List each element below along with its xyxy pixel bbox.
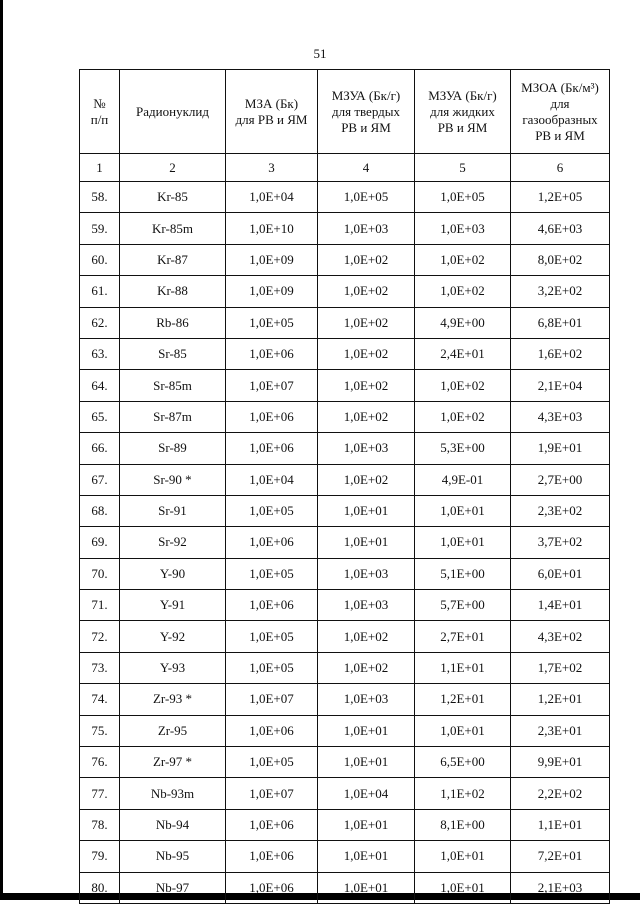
radionuclide-name: Sr-85m (120, 370, 226, 401)
column-number-row (80, 154, 610, 182)
table-row (80, 684, 610, 715)
radionuclide-name: Y-93 (120, 652, 226, 683)
mzua-solid-value: 1,0E+01 (318, 715, 415, 746)
row-index: 61. (80, 276, 120, 307)
column-number: 3 (226, 154, 318, 182)
mzoa-gas-value: 2,7E+00 (511, 464, 610, 495)
mzoa-gas-value: 3,2E+02 (511, 276, 610, 307)
mzua-liquid-value: 1,0E+03 (415, 213, 511, 244)
table-row (80, 182, 610, 213)
mzua-liquid-value: 4,9E-01 (415, 464, 511, 495)
mzoa-gas-value: 1,2E+01 (511, 684, 610, 715)
radionuclide-name: Sr-91 (120, 495, 226, 526)
mzua-solid-value: 1,0E+01 (318, 495, 415, 526)
radionuclide-name: Nb-93m (120, 778, 226, 809)
mza-value: 1,0E+04 (226, 182, 318, 213)
mzua-liquid-value: 5,1E+00 (415, 558, 511, 589)
mzoa-gas-value: 7,2E+01 (511, 841, 610, 872)
radionuclide-name: Y-91 (120, 590, 226, 621)
row-index: 68. (80, 495, 120, 526)
column-number: 5 (415, 154, 511, 182)
mzua-liquid-value: 5,7E+00 (415, 590, 511, 621)
mza-value: 1,0E+05 (226, 307, 318, 338)
table-body (80, 182, 610, 904)
table-row (80, 809, 610, 840)
mzoa-gas-value: 2,3E+01 (511, 715, 610, 746)
row-index: 62. (80, 307, 120, 338)
mzua-solid-value: 1,0E+02 (318, 464, 415, 495)
row-index: 58. (80, 182, 120, 213)
table-row (80, 338, 610, 369)
table-row (80, 495, 610, 526)
mzua-solid-value: 1,0E+02 (318, 370, 415, 401)
radionuclide-name: Nb-97 (120, 872, 226, 903)
mzoa-gas-value: 1,4E+01 (511, 590, 610, 621)
row-index: 59. (80, 213, 120, 244)
radionuclide-name: Kr-85m (120, 213, 226, 244)
mzua-liquid-value: 1,0E+02 (415, 244, 511, 275)
mza-value: 1,0E+05 (226, 747, 318, 778)
table-row (80, 244, 610, 275)
mzua-solid-value: 1,0E+03 (318, 684, 415, 715)
row-index: 72. (80, 621, 120, 652)
mzua-liquid-value: 1,0E+02 (415, 401, 511, 432)
row-index: 78. (80, 809, 120, 840)
mza-value: 1,0E+06 (226, 590, 318, 621)
page-number: 51 (313, 46, 327, 61)
row-index: 66. (80, 433, 120, 464)
table-row (80, 841, 610, 872)
header-mza: МЗА (Бк) для РВ и ЯМ (226, 70, 318, 154)
table-row (80, 307, 610, 338)
mzua-liquid-value: 6,5E+00 (415, 747, 511, 778)
mza-value: 1,0E+06 (226, 338, 318, 369)
radionuclide-name: Y-90 (120, 558, 226, 589)
mza-value: 1,0E+05 (226, 621, 318, 652)
row-index: 70. (80, 558, 120, 589)
mzoa-gas-value: 1,7E+02 (511, 652, 610, 683)
row-index: 64. (80, 370, 120, 401)
radionuclide-name: Nb-95 (120, 841, 226, 872)
mzua-solid-value: 1,0E+02 (318, 338, 415, 369)
mzua-liquid-value: 1,2E+01 (415, 684, 511, 715)
table-row (80, 276, 610, 307)
mza-value: 1,0E+05 (226, 558, 318, 589)
mzua-liquid-value: 5,3E+00 (415, 433, 511, 464)
mzua-solid-value: 1,0E+04 (318, 778, 415, 809)
mzua-solid-value: 1,0E+03 (318, 433, 415, 464)
row-index: 67. (80, 464, 120, 495)
mzua-solid-value: 1,0E+05 (318, 182, 415, 213)
table-row (80, 433, 610, 464)
mzoa-gas-value: 1,6E+02 (511, 338, 610, 369)
mzoa-gas-value: 3,7E+02 (511, 527, 610, 558)
mzua-solid-value: 1,0E+02 (318, 244, 415, 275)
mza-value: 1,0E+06 (226, 527, 318, 558)
radionuclide-name: Rb-86 (120, 307, 226, 338)
row-index: 74. (80, 684, 120, 715)
row-index: 63. (80, 338, 120, 369)
mzoa-gas-value: 2,2E+02 (511, 778, 610, 809)
mzua-liquid-value: 1,0E+01 (415, 495, 511, 526)
table-row (80, 872, 610, 903)
mzua-solid-value: 1,0E+01 (318, 527, 415, 558)
mzua-solid-value: 1,0E+02 (318, 652, 415, 683)
mzoa-gas-value: 9,9E+01 (511, 747, 610, 778)
mzua-solid-value: 1,0E+02 (318, 276, 415, 307)
table-row (80, 590, 610, 621)
mzua-liquid-value: 4,9E+00 (415, 307, 511, 338)
mzua-liquid-value: 1,0E+01 (415, 527, 511, 558)
mzua-liquid-value: 1,0E+01 (415, 872, 511, 903)
radionuclide-name: Sr-89 (120, 433, 226, 464)
table-row (80, 558, 610, 589)
mzua-solid-value: 1,0E+01 (318, 747, 415, 778)
table-row (80, 464, 610, 495)
mzua-liquid-value: 8,1E+00 (415, 809, 511, 840)
table-row (80, 747, 610, 778)
mza-value: 1,0E+09 (226, 244, 318, 275)
mzoa-gas-value: 6,0E+01 (511, 558, 610, 589)
table-row (80, 370, 610, 401)
row-index: 69. (80, 527, 120, 558)
mzoa-gas-value: 4,6E+03 (511, 213, 610, 244)
mzoa-gas-value: 6,8E+01 (511, 307, 610, 338)
table-row (80, 527, 610, 558)
row-index: 80. (80, 872, 120, 903)
row-index: 60. (80, 244, 120, 275)
mza-value: 1,0E+07 (226, 370, 318, 401)
mza-value: 1,0E+06 (226, 809, 318, 840)
header-mzua-liquid: МЗУА (Бк/г) для жидких РВ и ЯМ (415, 70, 511, 154)
mzoa-gas-value: 4,3E+02 (511, 621, 610, 652)
column-number: 4 (318, 154, 415, 182)
mzua-liquid-value: 1,1E+01 (415, 652, 511, 683)
radionuclide-table (79, 69, 610, 904)
mzoa-gas-value: 8,0E+02 (511, 244, 610, 275)
row-index: 77. (80, 778, 120, 809)
mzua-liquid-value: 2,4E+01 (415, 338, 511, 369)
mzoa-gas-value: 1,1E+01 (511, 809, 610, 840)
mzua-solid-value: 1,0E+02 (318, 401, 415, 432)
mza-value: 1,0E+05 (226, 652, 318, 683)
table-row (80, 652, 610, 683)
radionuclide-name: Y-92 (120, 621, 226, 652)
column-number: 2 (120, 154, 226, 182)
radionuclide-name: Nb-94 (120, 809, 226, 840)
row-index: 65. (80, 401, 120, 432)
column-number: 1 (80, 154, 120, 182)
mzua-solid-value: 1,0E+03 (318, 213, 415, 244)
mzua-solid-value: 1,0E+01 (318, 809, 415, 840)
mzoa-gas-value: 2,1E+03 (511, 872, 610, 903)
mza-value: 1,0E+06 (226, 715, 318, 746)
mza-value: 1,0E+07 (226, 778, 318, 809)
mzoa-gas-value: 1,9E+01 (511, 433, 610, 464)
mza-value: 1,0E+09 (226, 276, 318, 307)
radionuclide-name: Zr-97 * (120, 747, 226, 778)
mza-value: 1,0E+06 (226, 433, 318, 464)
header-mzoa-gas: МЗОА (Бк/м³) для газообразных РВ и ЯМ (511, 70, 610, 154)
radionuclide-name: Kr-88 (120, 276, 226, 307)
mzua-solid-value: 1,0E+02 (318, 621, 415, 652)
column-number: 6 (511, 154, 610, 182)
mzoa-gas-value: 1,2E+05 (511, 182, 610, 213)
mza-value: 1,0E+07 (226, 684, 318, 715)
radionuclide-name: Kr-85 (120, 182, 226, 213)
radionuclide-name: Sr-87m (120, 401, 226, 432)
row-index: 73. (80, 652, 120, 683)
table-row (80, 621, 610, 652)
mzua-liquid-value: 1,0E+05 (415, 182, 511, 213)
row-index: 79. (80, 841, 120, 872)
table-row (80, 401, 610, 432)
mza-value: 1,0E+06 (226, 401, 318, 432)
mzua-solid-value: 1,0E+02 (318, 307, 415, 338)
mzua-liquid-value: 1,0E+02 (415, 276, 511, 307)
mzua-solid-value: 1,0E+01 (318, 872, 415, 903)
mzoa-gas-value: 2,1E+04 (511, 370, 610, 401)
table-row (80, 213, 610, 244)
radionuclide-name: Sr-85 (120, 338, 226, 369)
radionuclide-name: Sr-92 (120, 527, 226, 558)
mzua-liquid-value: 1,0E+02 (415, 370, 511, 401)
table-row (80, 715, 610, 746)
mza-value: 1,0E+06 (226, 872, 318, 903)
row-index: 75. (80, 715, 120, 746)
header-radionuclide: Радионуклид (120, 70, 226, 154)
radionuclide-name: Zr-95 (120, 715, 226, 746)
mza-value: 1,0E+06 (226, 841, 318, 872)
table-header-row (80, 70, 610, 154)
row-index: 71. (80, 590, 120, 621)
mzua-liquid-value: 1,1E+02 (415, 778, 511, 809)
mza-value: 1,0E+04 (226, 464, 318, 495)
mzoa-gas-value: 2,3E+02 (511, 495, 610, 526)
radionuclide-name: Zr-93 * (120, 684, 226, 715)
mzua-solid-value: 1,0E+03 (318, 590, 415, 621)
mza-value: 1,0E+10 (226, 213, 318, 244)
mzua-liquid-value: 1,0E+01 (415, 715, 511, 746)
table-row (80, 778, 610, 809)
header-index: № п/п (80, 70, 120, 154)
mza-value: 1,0E+05 (226, 495, 318, 526)
mzua-solid-value: 1,0E+03 (318, 558, 415, 589)
radionuclide-name: Sr-90 * (120, 464, 226, 495)
mzoa-gas-value: 4,3E+03 (511, 401, 610, 432)
row-index: 76. (80, 747, 120, 778)
mzua-solid-value: 1,0E+01 (318, 841, 415, 872)
radionuclide-name: Kr-87 (120, 244, 226, 275)
mzua-liquid-value: 2,7E+01 (415, 621, 511, 652)
scan-left-edge (0, 0, 3, 900)
mzua-liquid-value: 1,0E+01 (415, 841, 511, 872)
header-mzua-solid: МЗУА (Бк/г) для твердых РВ и ЯМ (318, 70, 415, 154)
